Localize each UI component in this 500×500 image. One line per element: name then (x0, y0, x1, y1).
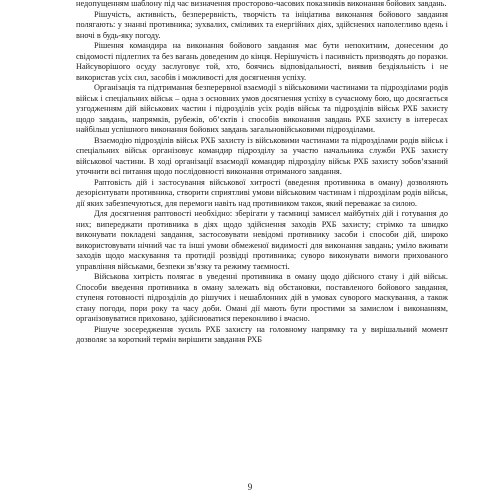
paragraph: Організація та підтримання безперервної взаємодії з військовими частинами та підрозділами родів військ і спеціальних військ – одна з основних умов досягнення успіху в сучасному бою, що досягається узгодженням дій військових частин і підрозділів усіх родів військ та підрозділів військ РХБ захисту щодо завдань, напрямків, рубежів, об’єктів і способів виконання завдань РХБ захисту в інтересах найбільш успішного виконання бойових завдань загальновійськовими підрозділами. (76, 83, 448, 134)
paragraph: Рішуче зосередження зусиль РХБ захисту на головному напрямку та у вирішальний момент дозволяє за короткий термін вирішити завдання РХБ (76, 324, 448, 344)
paragraph: Рішучість, активність, безперервність, творчість та ініціатива виконання бойового завдання полягають: у знанні противника; зухвалих, сміливих та енергійних діях, здійснених наполегливо вдень і вночі в будь-яку погоду. (76, 9, 448, 40)
body-text (76, 0, 448, 346)
paragraph: Рішення командира на виконання бойового завдання має бути непохитним, донесеним до свідомості підлеглих та без вагань доведеним до кінця. Нерішучість і пасивність призводять до поразки. Найсуворішого осуду заслуговує той, хто, боячись відповідальності, виявив бездіяльність і не використав усіх сил, засобів і можливості для досягнення успіху. (76, 41, 448, 82)
page-number: 9 (247, 482, 253, 492)
paragraph: Взаємодію підрозділів військ РХБ захисту із військовими частинами та підрозділами родів військ і спеціальних військ організовує командир підрозділу за участю начальника служби РХБ захисту військової частини. В ході організації взаємодії командир підрозділу військ РХБ захисту зобов’язаний уточнити всі питання щодо послідовності виконання отриманого завдання. (76, 135, 448, 176)
paragraph: Для досягнення раптовості необхідно: зберігати у таємниці замисел майбутніх дій і готування до них; випереджати противника в діях щодо здійснення заходів РХБ захисту; стрімко та швидко виконувати покладені завдання, застосовувати невідомі противнику засоби і способи дій, широко використовувати нічний час та інші умови обмеженої видимості для виконання завдань; уміло вживати заходів щодо маскування та протидії розвідці противника; суворо виконувати вимоги прихованого управління військами, безпеки зв’язку та режиму таємності. (76, 209, 448, 271)
paragraph: Військова хитрість полягає в уведенні противника в оману щодо дійсного стану і дій військ. Способи введення противника в оману залежать від обстановки, поставленого бойового завдання, ступеня готовності підрозділів до рішучих і нешаблонних дій в умовах суворого маскування, а також стану погоди, пори року та часу доби. Омані дії мають бути простими за замислом і виконанням, організовуватися приховано, здійснюватися переконливо і вчасно. (76, 272, 448, 323)
paragraph-continuation: недопущенням шаблону під час визначення просторово-часових показників виконання бойових завдань. (76, 0, 447, 8)
paragraph: Раптовість дій і застосування військової хитрості (введення противника в оману) дозволяють дезорієнтувати противника, створити сприятливі умови військовим частинам і підрозділам родів військ, дії яких забезпечуються, для перемоги навіть над противником також, який переважає за силою. (76, 177, 448, 208)
